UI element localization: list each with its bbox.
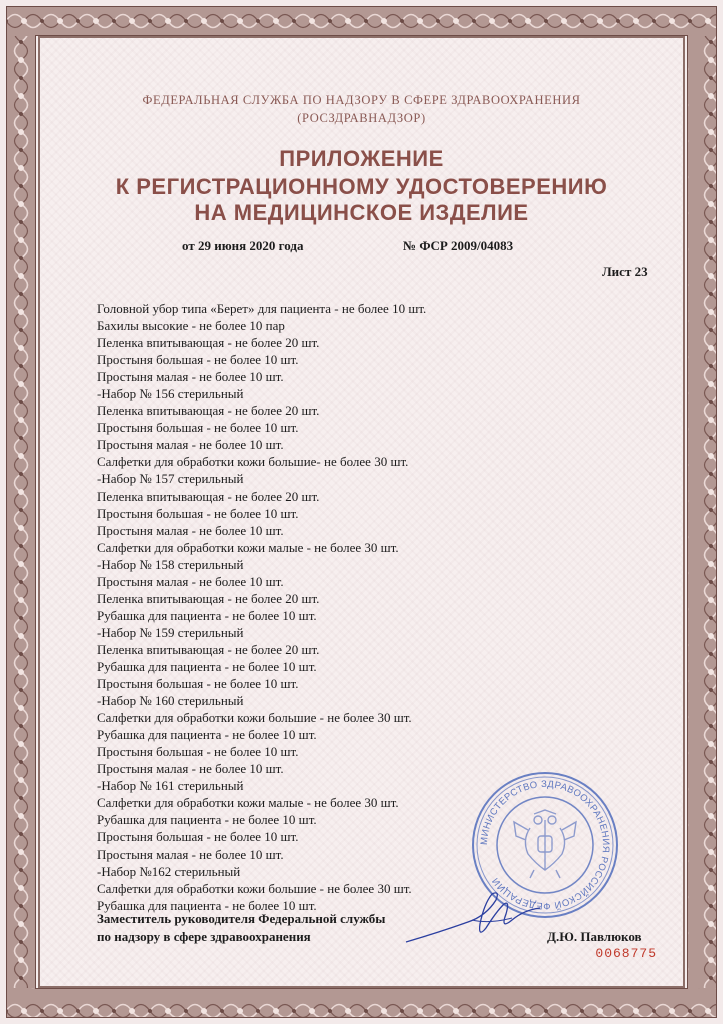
list-item: Рубашка для пациента - не более 10 шт. <box>97 607 317 623</box>
signatory-position <box>97 910 385 946</box>
list-item: Простыня малая - не более 10 шт. <box>97 437 284 453</box>
list-item: Пеленка впитывающая - не более 20 шт. <box>97 641 320 657</box>
list-item: Пеленка впитывающая - не более 20 шт. <box>97 403 320 419</box>
list-item: Рубашка для пациента - не более 10 шт. <box>97 658 317 674</box>
list-item: Салфетки для обработки кожи малые - не более 30 шт. <box>97 795 399 811</box>
doc-title-line3: НА МЕДИЦИНСКОЕ ИЗДЕЛИЕ <box>194 200 529 225</box>
list-item: -Набор № 158 стерильный <box>97 556 244 572</box>
list-item: Рубашка для пациента - не более 10 шт. <box>97 812 317 828</box>
list-item: Простыня большая - не более 10 шт. <box>97 505 299 521</box>
list-item: -Набор № 157 стерильный <box>97 471 244 487</box>
signatory-name: Д.Ю. Павлюков <box>547 929 642 944</box>
list-item: Простыня большая - не более 10 шт. <box>97 676 299 692</box>
list-item: -Набор № 156 стерильный <box>97 386 244 402</box>
list-item: Простыня малая - не более 10 шт. <box>97 573 284 589</box>
list-item: -Набор № 161 стерильный <box>97 778 244 794</box>
registration-number: № ФСР 2009/04083 <box>403 238 514 253</box>
list-item: Простыня малая - не более 10 шт. <box>97 761 284 777</box>
list-item: Простыня малая - не более 10 шт. <box>97 522 284 538</box>
list-item: -Набор №162 стерильный <box>97 863 241 879</box>
signatory-position-line1: Заместитель руководителя Федеральной службы <box>97 911 386 926</box>
serial-number: 0068775 <box>595 946 657 961</box>
list-item: Пеленка впитывающая - не более 20 шт. <box>97 335 320 351</box>
list-item: Салфетки для обработки кожи малые - не более 30 шт. <box>97 539 399 555</box>
list-item: Салфетки для обработки кожи большие - не более 30 шт. <box>97 710 412 726</box>
list-item: Простыня большая - не более 10 шт. <box>97 420 299 436</box>
list-item: Простыня большая - не более 10 шт. <box>97 829 299 845</box>
list-item: Бахилы высокие - не более 10 пар <box>97 318 285 334</box>
list-item: Пеленка впитывающая - не более 20 шт. <box>97 590 320 606</box>
agency-short-name: (РОСЗДРАВНАДЗОР) <box>297 111 426 125</box>
list-item: Пеленка впитывающая - не более 20 шт. <box>97 488 320 504</box>
list-item: Салфетки для обработки кожи большие - не более 30 шт. <box>97 880 412 896</box>
list-item: -Набор № 160 стерильный <box>97 693 244 709</box>
list-item: Простыня малая - не более 10 шт. <box>97 369 284 385</box>
list-item: Простыня большая - не более 10 шт. <box>97 352 299 368</box>
issue-date: от 29 июня 2020 года <box>182 238 304 253</box>
list-item: Рубашка для пациента - не более 10 шт. <box>97 727 317 743</box>
signatory-position-line2: по надзору в сфере здравоохранения <box>97 929 311 944</box>
list-item: Простыня малая - не более 10 шт. <box>97 846 284 862</box>
svg-text:МИНИСТЕРСТВО ЗДРАВООХРАНЕНИЯ Р: МИНИСТЕРСТВО ЗДРАВООХРАНЕНИЯ РОССИЙСКОЙ ФЕДЕРАЦИИ <box>478 778 612 912</box>
list-item: Головной убор типа «Берет» для пациента - не более 10 шт. <box>97 301 427 316</box>
items-list <box>97 300 517 914</box>
list-item: -Набор № 159 стерильный <box>97 624 244 640</box>
list-item: Простыня большая - не более 10 шт. <box>97 744 299 760</box>
list-item: Рубашка для пациента - не более 10 шт. <box>97 897 317 913</box>
sheet-number: Лист 23 <box>602 264 648 279</box>
list-item: Салфетки для обработки кожи большие- не более 30 шт. <box>97 454 409 470</box>
signature <box>400 880 550 950</box>
agency-name: ФЕДЕРАЛЬНАЯ СЛУЖБА ПО НАДЗОРУ В СФЕРЕ ЗДРАВООХРАНЕНИЯ <box>142 93 581 107</box>
doc-title-line1: ПРИЛОЖЕНИЕ <box>279 146 444 171</box>
doc-title-line2: К РЕГИСТРАЦИОННОМУ УДОСТОВЕРЕНИЮ <box>115 174 608 199</box>
